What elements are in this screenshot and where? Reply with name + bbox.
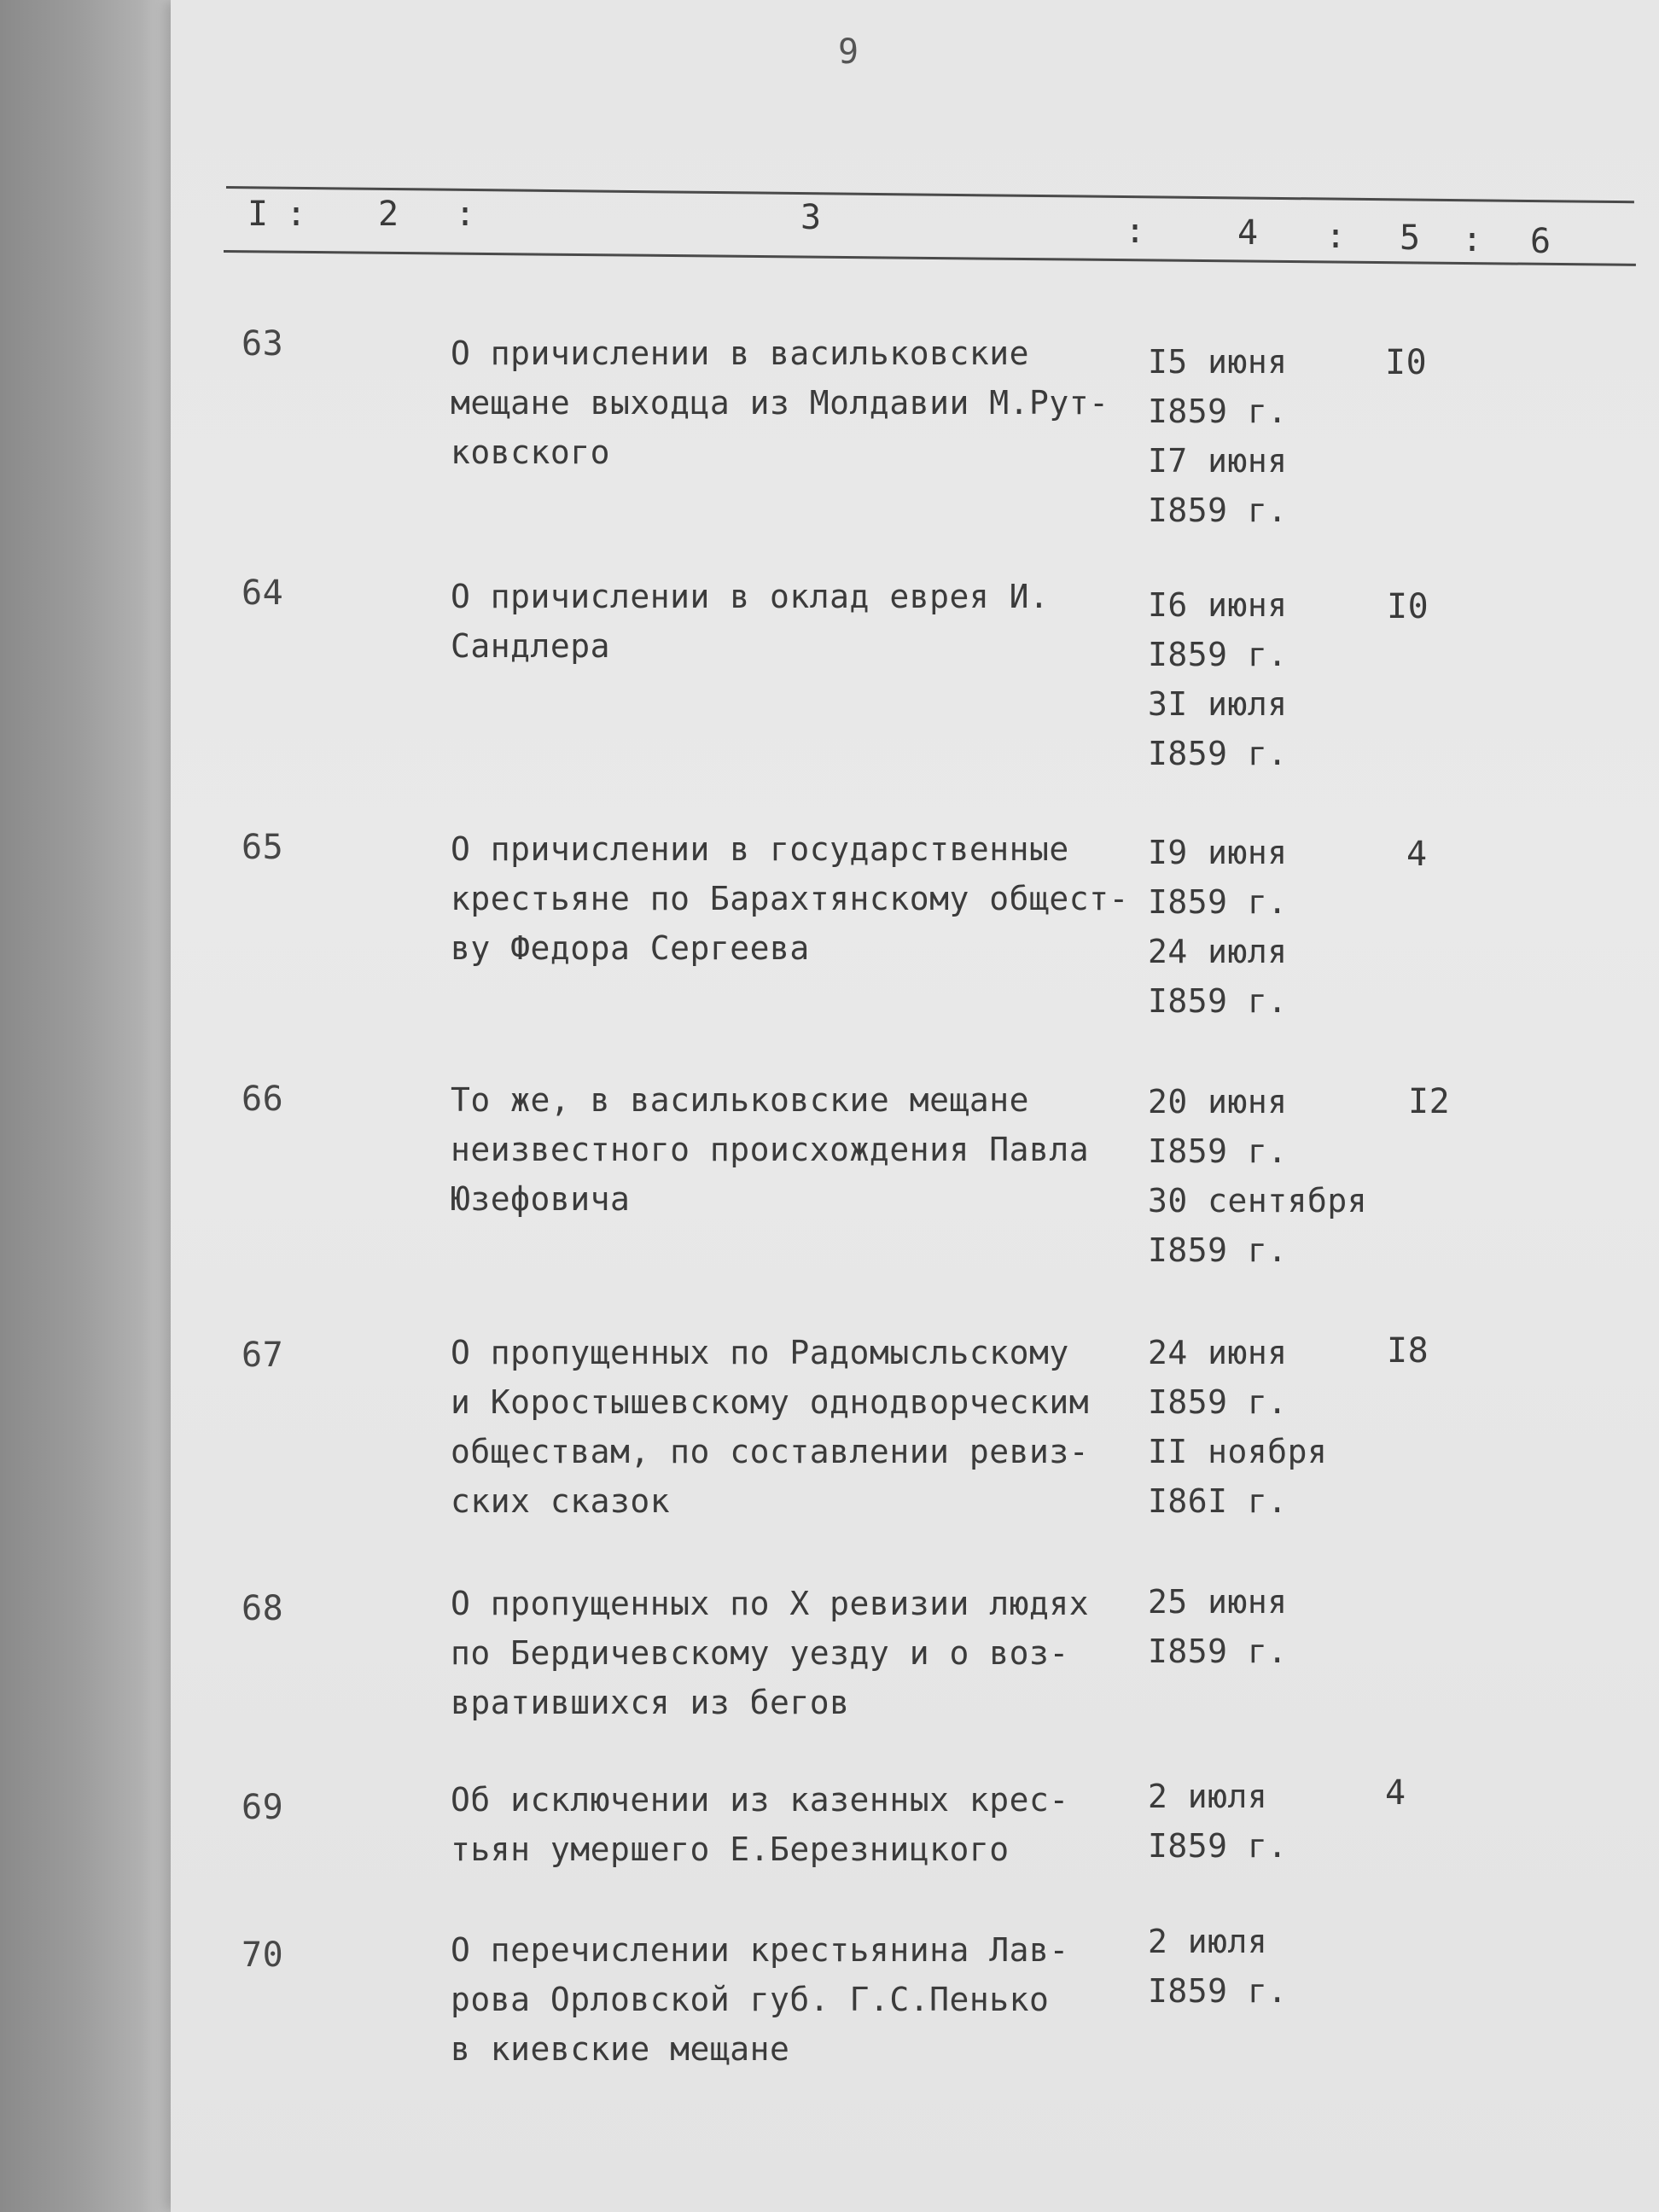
date-line: 20 июня xyxy=(1148,1083,1288,1121)
row-title: То же, в васильковские мещане неизвестного происхождения Павла Юзефовича xyxy=(451,1081,1090,1218)
header-col-4: 4 xyxy=(1237,213,1259,253)
date-line: I859 г. xyxy=(1148,982,1288,1020)
row-dates xyxy=(1148,337,1404,535)
row-title: О причислении в васильковские мещане выходца из Молдавии М.Рут- ковского xyxy=(451,335,1109,471)
date-line: I859 г. xyxy=(1148,1231,1288,1269)
row-sheet-count: I0 xyxy=(1387,587,1429,626)
header-sep-4: : xyxy=(1325,217,1347,256)
row-sheet-count: I0 xyxy=(1385,343,1428,382)
date-line: I6 июня xyxy=(1148,586,1288,624)
row-sheet-count: I2 xyxy=(1408,1082,1451,1121)
date-line: 25 июня xyxy=(1148,1583,1288,1621)
row-title: О пропущенных по Радомысльскому и Коростышевскому однодворческим обществам, по составлении ревиз- ских сказок xyxy=(451,1334,1090,1520)
header-sep-2: : xyxy=(455,195,476,234)
header-sep-5: : xyxy=(1462,220,1483,259)
date-line: 2 июля xyxy=(1148,1778,1268,1815)
row-dates xyxy=(1148,828,1404,1026)
date-line: I859 г. xyxy=(1148,492,1288,529)
header-col-6: 6 xyxy=(1530,222,1551,261)
row-dates xyxy=(1148,580,1404,778)
date-line: I86I г. xyxy=(1148,1482,1288,1520)
date-line: 24 июня xyxy=(1148,1334,1288,1371)
date-line: I9 июня xyxy=(1148,834,1288,871)
row-title: О причислении в государственные крестьяне по Барахтянскому общест- ву Федора Сергеева xyxy=(451,830,1129,967)
date-line: I859 г. xyxy=(1148,1633,1288,1670)
row-sheet-count: I8 xyxy=(1387,1331,1429,1371)
page-number: 9 xyxy=(838,32,859,72)
date-line: I859 г. xyxy=(1148,1827,1288,1865)
row-number: 70 xyxy=(242,1936,284,1975)
row-sheet-count: 4 xyxy=(1406,835,1428,874)
row-dates xyxy=(1148,1328,1404,1526)
date-line: I859 г. xyxy=(1148,636,1288,673)
date-line: 30 сентября xyxy=(1148,1182,1368,1220)
date-line: I859 г. xyxy=(1148,1132,1288,1170)
header-col-2: 2 xyxy=(378,195,399,234)
row-title: О перечислении крестьянина Лав- рова Орловской губ. Г.С.Пенько в киевские мещане xyxy=(451,1931,1069,2068)
row-number: 65 xyxy=(242,828,284,867)
row-dates xyxy=(1148,1772,1404,1871)
date-line: 24 июля xyxy=(1148,933,1288,970)
date-line: I859 г. xyxy=(1148,735,1288,772)
date-line: II ноября xyxy=(1148,1433,1328,1470)
row-number: 66 xyxy=(242,1080,284,1119)
row-number: 64 xyxy=(242,573,284,613)
row-number: 69 xyxy=(242,1788,284,1827)
date-line: I859 г. xyxy=(1148,1972,1288,2010)
binding-spine xyxy=(0,0,175,2212)
row-dates xyxy=(1148,1917,1404,2016)
date-line: I859 г. xyxy=(1148,393,1288,430)
row-title: Об исключении из казенных крес- тьян умершего Е.Березницкого xyxy=(451,1781,1069,1868)
header-sep-1: : xyxy=(286,195,307,234)
date-line: I859 г. xyxy=(1148,883,1288,921)
date-line: 2 июля xyxy=(1148,1923,1268,1960)
header-col-3: 3 xyxy=(800,198,822,237)
row-number: 67 xyxy=(242,1336,284,1375)
row-title: О причислении в оклад еврея И. Сандлера xyxy=(451,578,1050,665)
row-number: 68 xyxy=(242,1589,284,1628)
row-number: 63 xyxy=(242,324,284,364)
date-line: I859 г. xyxy=(1148,1383,1288,1421)
date-line: 3I июля xyxy=(1148,685,1288,723)
date-line: I5 июня xyxy=(1148,343,1288,381)
row-title: О пропущенных по X ревизии людях по Бердичевскому уезду и о воз- вратившихся из бегов xyxy=(451,1585,1090,1721)
header-col-5: 5 xyxy=(1400,218,1421,258)
header-col-1: I xyxy=(247,195,269,234)
date-line: I7 июня xyxy=(1148,442,1288,480)
row-sheet-count: 4 xyxy=(1385,1773,1406,1813)
row-dates xyxy=(1148,1577,1404,1676)
header-sep-3: : xyxy=(1125,212,1146,251)
row-dates xyxy=(1148,1077,1404,1275)
